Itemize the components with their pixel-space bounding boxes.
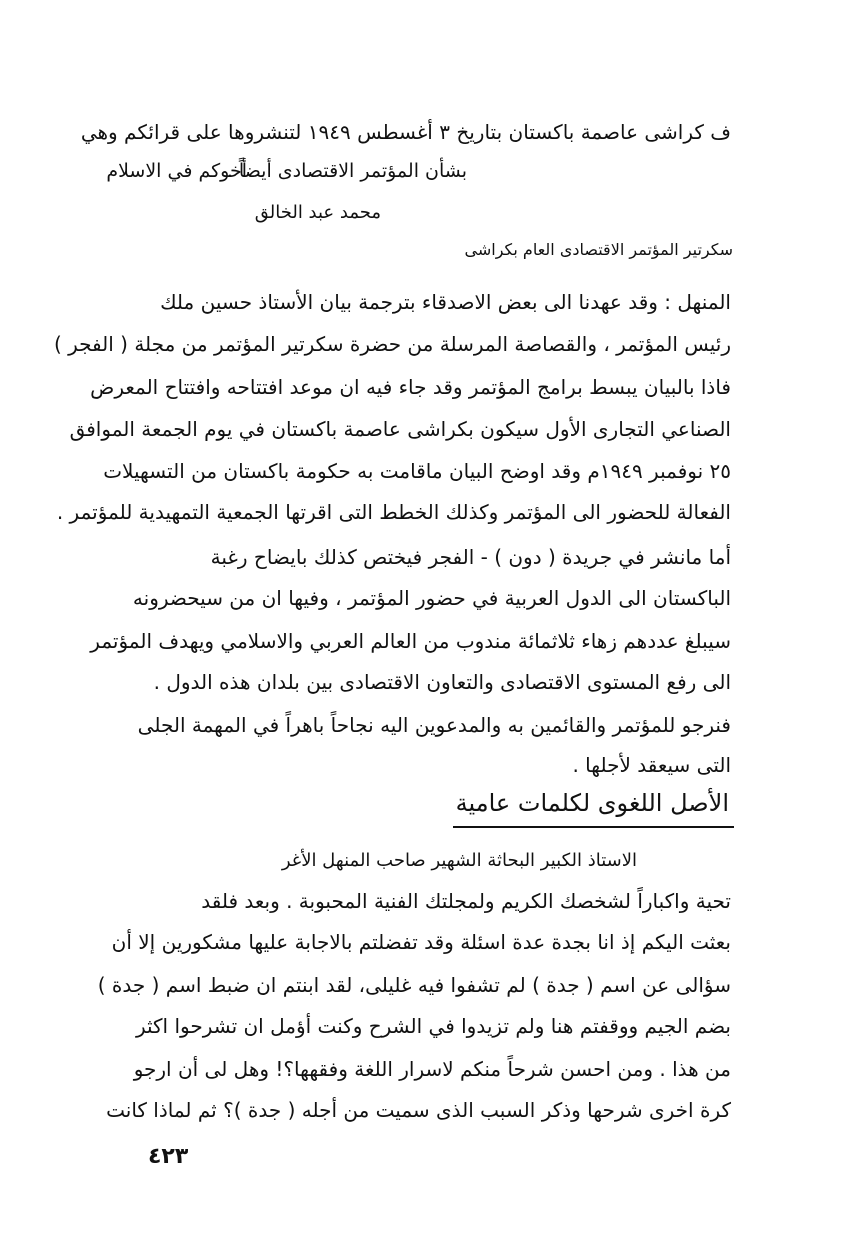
letter-line: كرة اخرى شرحها وذكر السبب الذى سميت من أجله ( جدة )؟ ثم لماذا كانت [106, 1098, 731, 1122]
body-line: التى سيعقد لأجلها . [572, 753, 731, 777]
body-line: رئيس المؤتمر ، والقصاصة المرسلة من حضرة سكرتير المؤتمر من مجلة ( الفجر ) [53, 332, 731, 356]
body-line: المنهل : وقد عهدنا الى بعض الاصدقاء بترجمة بيان الأستاذ حسين ملك [160, 290, 731, 314]
letter-line: تحية واكباراً لشخصك الكريم ولمجلتك الفنية المحبوبة . وبعد فلقد [201, 889, 731, 913]
body-line: فنرجو للمؤتمر والقائمين به والمدعوين اليه نجاحاً باهراً في المهمة الجلى [137, 713, 731, 737]
signature-name: محمد عبد الخالق [254, 202, 381, 223]
letter-salutation: الاستاذ الكبير البحاثة الشهير صاحب المنهل الأغر [281, 850, 637, 871]
intro-line-1: ف كراشى عاصمة باكستان بتاريخ ٣ أغسطس ١٩٤٩ لتنشروها على قرائكم وهي [80, 120, 731, 144]
letter-line: بضم الجيم ووقفتم هنا ولم تزيدوا في الشرح وكنت أؤمل ان تشرحوا اكثر [135, 1014, 731, 1038]
signature-title: سكرتير المؤتمر الاقتصادى العام بكراشى [464, 240, 733, 259]
body-line: أما مانشر في جريدة ( دون ) - الفجر فيختص كذلك بايضاح رغبة [210, 545, 731, 569]
letter-line: بعثت اليكم إذ انا بجدة عدة اسئلة وقد تفضلتم بالاجابة عليها مشكورين إلا أن [111, 930, 731, 954]
intro-line-2: بشأن المؤتمر الاقتصادى أيضاً . [226, 160, 467, 182]
section-heading: الأصل اللغوى لكلمات عامية [455, 789, 729, 817]
letter-line: سؤالى عن اسم ( جدة ) لم تشفوا فيه غليلى، لقد ابنتم ان ضبط اسم ( جدة ) [97, 973, 731, 997]
signature-greeting: أخوكم في الاسلام [106, 160, 247, 182]
letter-line: من هذا . ومن احسن شرحاً منكم لاسرار اللغة وفقهها؟! وهل لى أن ارجو [133, 1057, 731, 1081]
body-line: الفعالة للحضور الى المؤتمر وكذلك الخطط التى اقرتها الجمعية التمهيدية للمؤتمر . [56, 500, 731, 524]
body-line: فاذا بالبيان يبسط برامج المؤتمر وقد جاء فيه ان موعد افتتاحه وافتتاح المعرض [90, 375, 731, 399]
body-line: الباكستان الى الدول العربية في حضور المؤتمر ، وفيها ان من سيحضرونه [132, 586, 731, 610]
page-number: ٤٢٣ [148, 1144, 189, 1169]
body-line: ٢٥ نوفمبر ١٩٤٩م وقد اوضح البيان ماقامت به حكومة باكستان من التسهيلات [103, 459, 731, 483]
body-line: الصناعي التجارى الأول سيكون بكراشى عاصمة باكستان في يوم الجمعة الموافق [69, 417, 731, 441]
heading-rule [453, 826, 734, 828]
body-line: سيبلغ عددهم زهاء ثلاثمائة مندوب من العالم العربي والاسلامي ويهدف المؤتمر [90, 629, 731, 653]
body-line: الى رفع المستوى الاقتصادى والتعاون الاقتصادى بين بلدان هذه الدول . [153, 670, 731, 694]
